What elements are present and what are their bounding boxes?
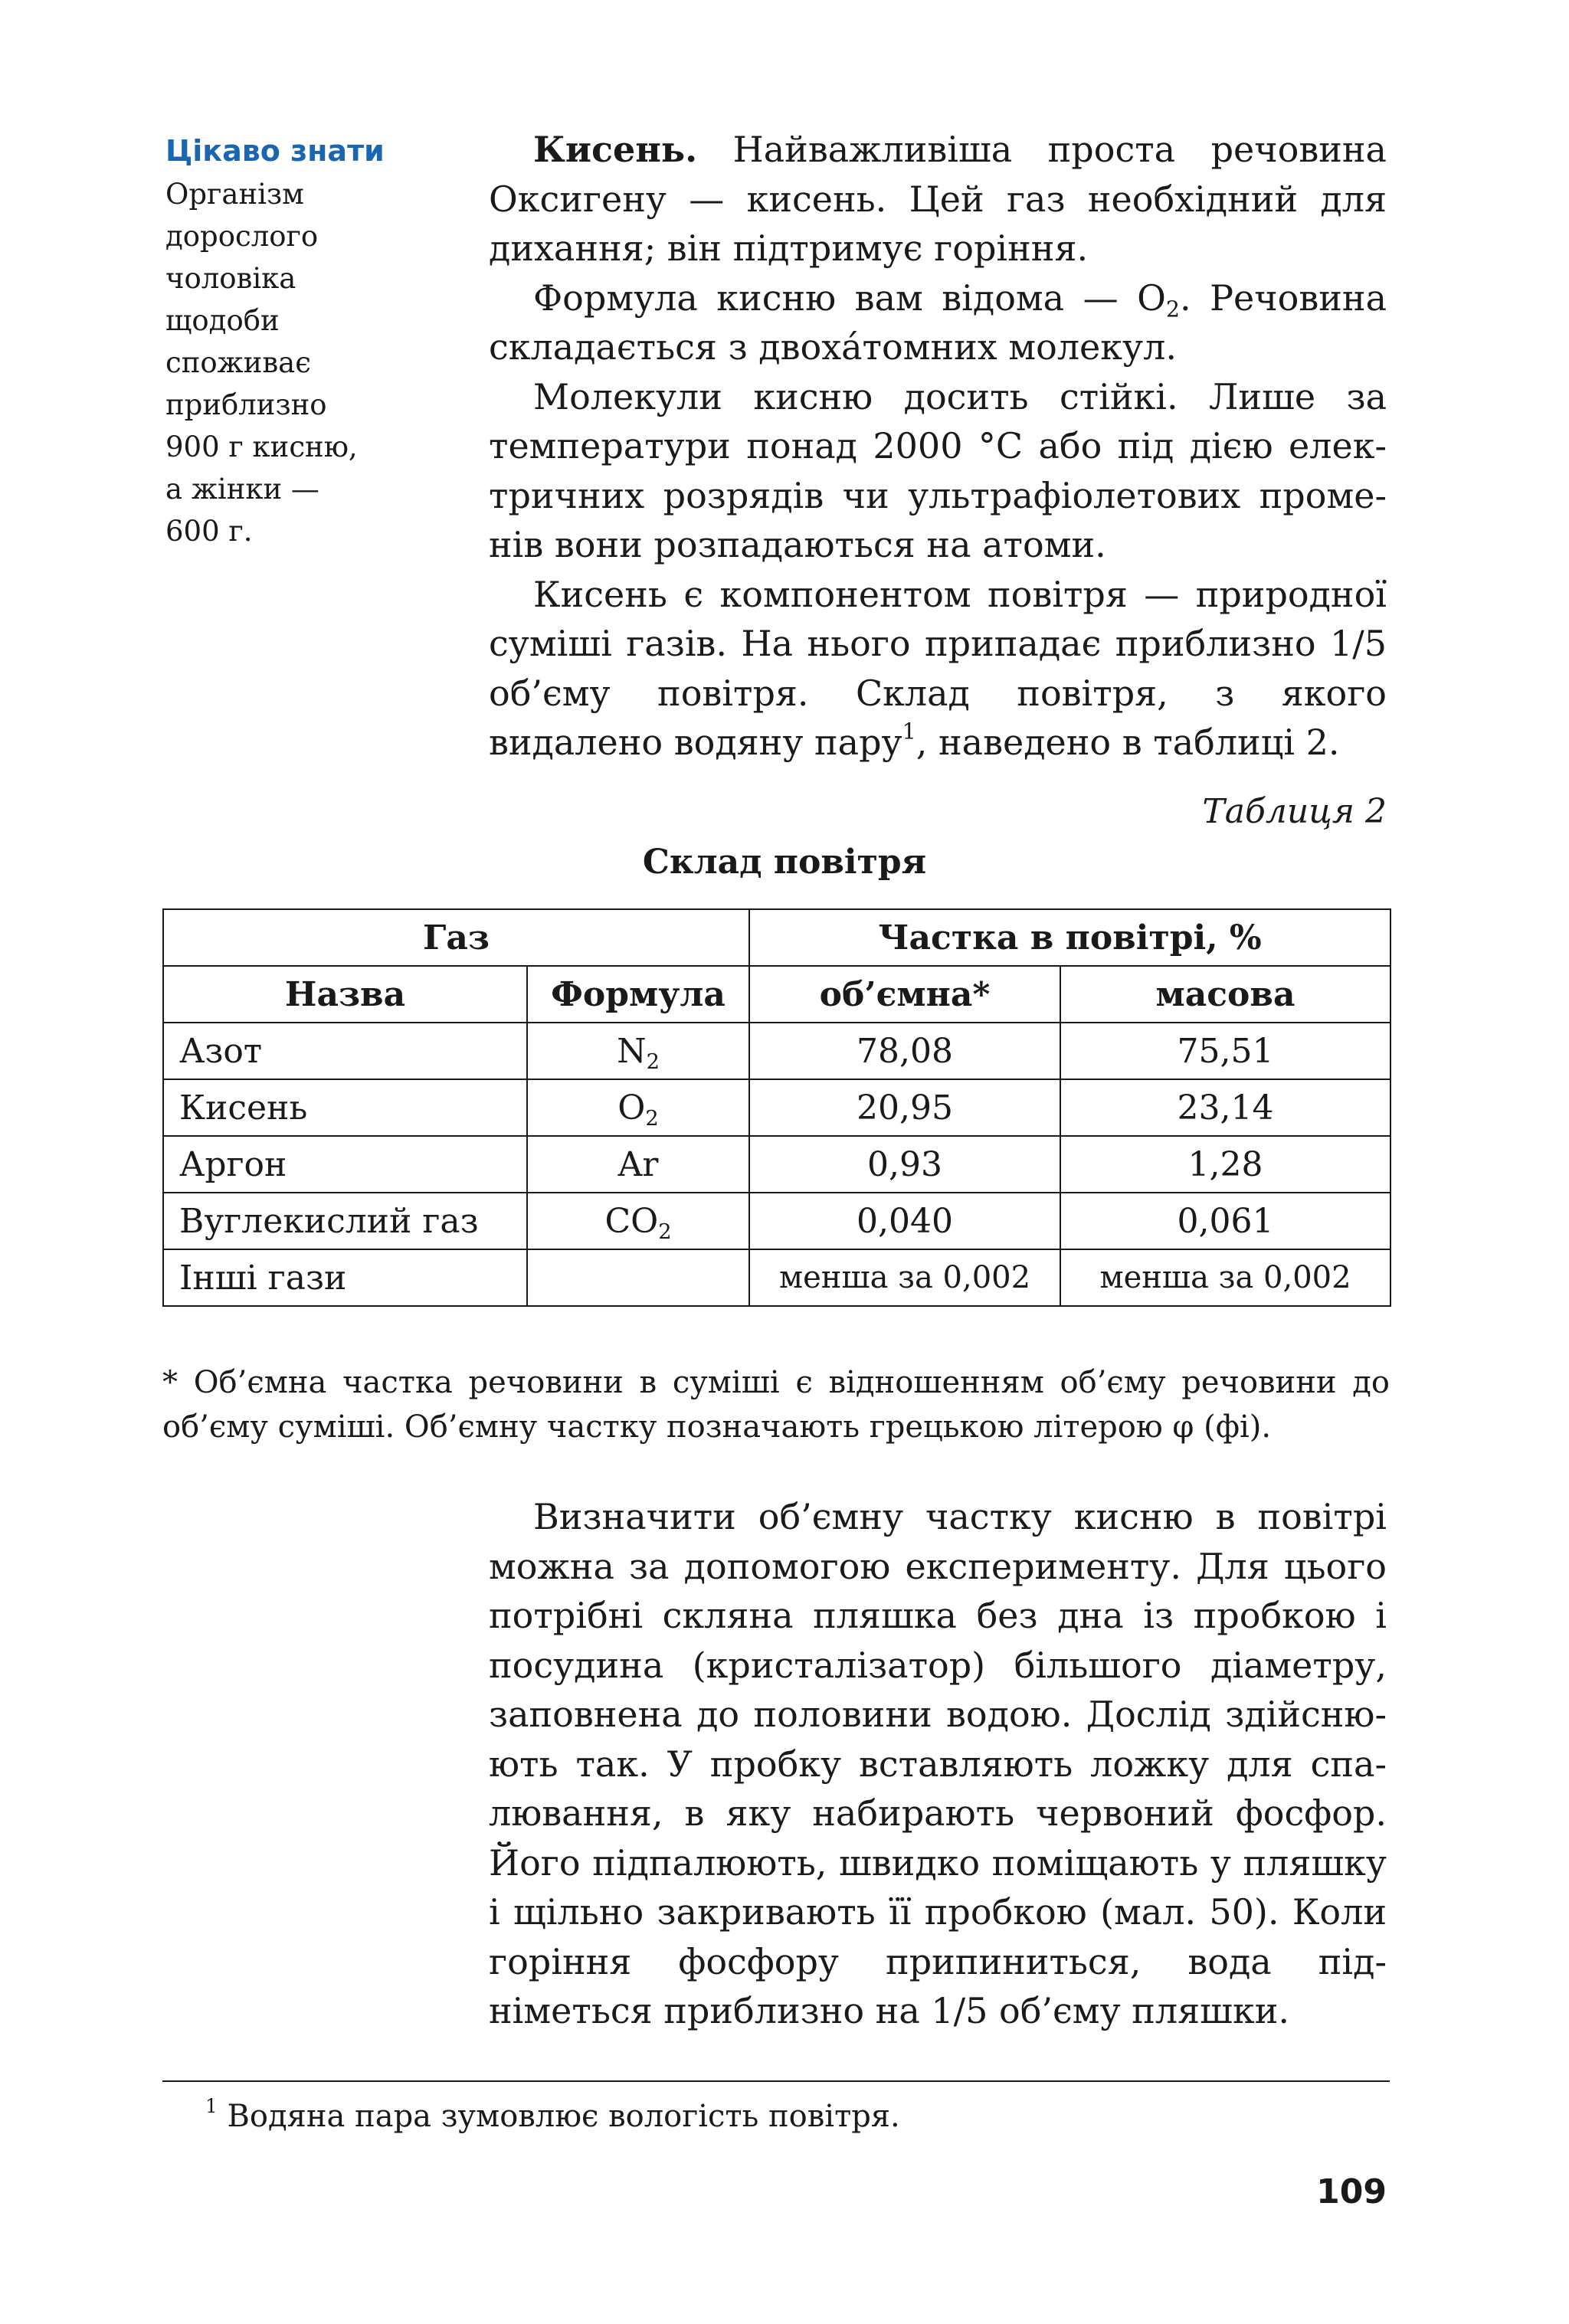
header-mass: масова [1060,966,1390,1023]
main-text-lower [489,1492,1387,2036]
cell-volume: 20,95 [749,1079,1060,1136]
paragraph-air-text: Кисень є компонентом повітря — природної суміші газів. На нього припадає приблизно 1/5 об’єму повітря. Склад повітря, з якого видалено водяну пару [489,573,1387,763]
cell-name: Аргон [163,1136,527,1193]
paragraph-air [489,570,1387,768]
cell-formula [527,1079,749,1136]
paragraph-oxygen-text: Найважливіша проста речовина Оксигену — кисень. Цей газ необхідний для дихання; він підтримує горіння. [489,129,1387,269]
paragraph-oxygen-title: Кисень. [533,129,698,170]
formula-sub: 2 [645,1106,659,1131]
cell-volume: 0,93 [749,1136,1060,1193]
paragraph-formula [489,273,1387,372]
table-label: Таблиця 2 [1202,792,1387,831]
table-subheader-row [163,966,1390,1023]
cell-mass: 1,28 [1060,1136,1390,1193]
page-number: 109 [1316,2172,1387,2211]
table-row [163,1249,1390,1306]
cell-name: Інші гази [163,1249,527,1306]
formula-sub: 2 [646,1049,660,1074]
formula-text: CO [604,1201,659,1241]
table-row [163,1079,1390,1136]
cell-mass: 75,51 [1060,1023,1390,1079]
cell-name: Азот [163,1023,527,1079]
cell-volume: 78,08 [749,1023,1060,1079]
paragraph-experiment: Визначити об’ємну частку кисню в повітрі можна за допомогою експерименту. Для цього потрібні скляна пляшка без дна із пробкою і посудина (кристалізатор) більшого діаметру, заповнена до половини водою. Дослід здійснюють так. У пробку вставляють ложку для спалювання, в яку набирають червоний фосфор. Його підпалюють, швидко поміщають у пляшку і щільно закривають її пробкою (мал. 50). Коли горіння фосфору припиниться, вода підніметься приблизно на 1/5 об’єму пляшки. [489,1496,1387,2031]
cell-volume: 0,040 [749,1193,1060,1249]
footnote-divider [162,2080,1390,2082]
footnote-text: Водяна пара зумовлює вологість повітря. [217,2099,900,2134]
cell-formula [527,1023,749,1079]
formula-sub: 2 [658,1219,672,1244]
paragraph-formula-text: Формула кисню вам відома — O [533,277,1166,319]
formula-text: Ar [617,1144,659,1184]
paragraph-formula-rest: . Речовина складається з двоха́томних молекул. [489,277,1387,368]
table-row [163,1023,1390,1079]
header-formula: Формула [527,966,749,1023]
header-volume: об’ємна* [749,966,1060,1023]
cell-volume: менша за 0,002 [749,1249,1060,1306]
cell-name: Кисень [163,1079,527,1136]
footnote-ref: 1 [902,718,916,745]
table-note: * Об’ємна частка речовини в суміші є відношенням об’єму речовини до об’єму суміші. Об’ємну частку позначають грецькою літерою φ (фі). [162,1365,1390,1445]
sidebar-note [165,129,395,552]
sidebar-title: Цікаво знати [165,134,385,168]
table-row [163,1136,1390,1193]
cell-mass: 0,061 [1060,1193,1390,1249]
paragraph-molecules: Молекули кисню досить стійкі. Лише за температури понад 2000 °C або під дією електричних розрядів чи ультрафіолетових променів вони розпадаються на атоми. [489,375,1387,565]
paragraph-oxygen [489,125,1387,273]
formula-text: N [617,1031,647,1071]
cell-formula [527,1193,749,1249]
header-gas: Газ [163,909,749,966]
formula-subscript: 2 [1165,296,1180,322]
formula-text: O [617,1088,646,1128]
table-row [163,1193,1390,1249]
table-header-row [163,909,1390,966]
cell-mass: менша за 0,002 [1060,1249,1390,1306]
header-name: Назва [163,966,527,1023]
cell-mass: 23,14 [1060,1079,1390,1136]
cell-formula [527,1249,749,1306]
air-composition-table [162,908,1391,1307]
table-title: Склад повітря [642,843,927,882]
sidebar-text: Організм дорослого чоловіка щодоби споживає приблизно 900 г кисню, а жінки — 600 г. [165,178,358,548]
footnote-marker: 1 [205,2095,218,2118]
cell-name: Вуглекислий газ [163,1193,527,1249]
header-share: Частка в повітрі, % [749,909,1390,966]
page-footnote [205,2094,900,2139]
paragraph-air-rest: , наведено в таблиці 2. [916,722,1340,763]
cell-formula [527,1136,749,1193]
main-text-upper [489,125,1387,768]
